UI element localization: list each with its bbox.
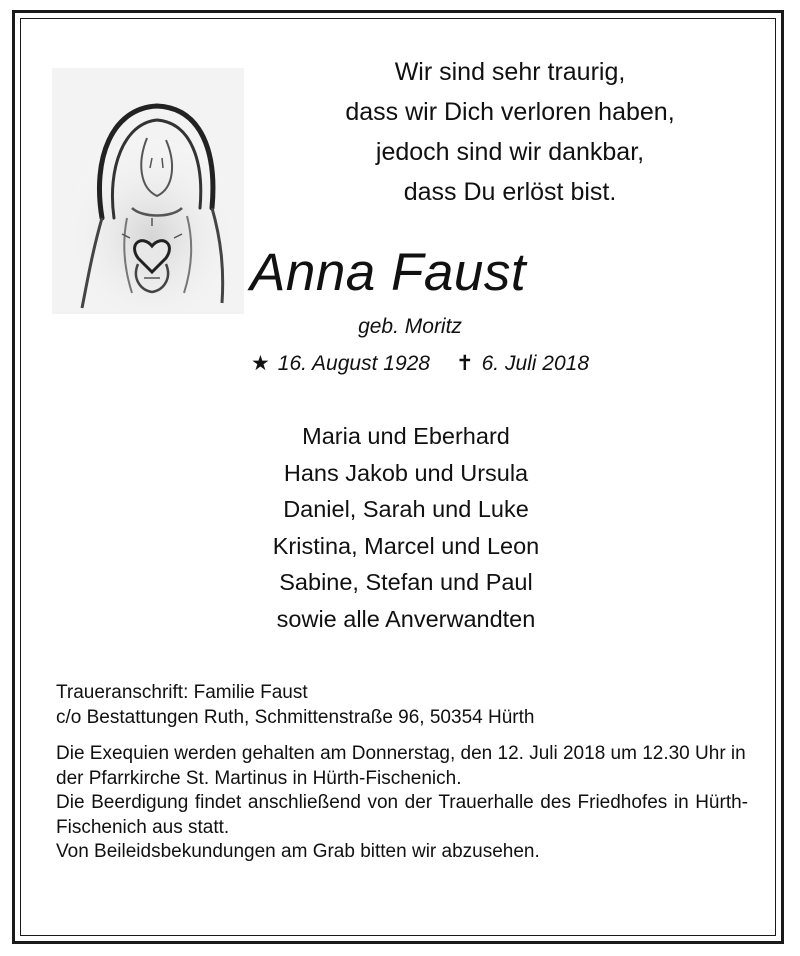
mourner-line: Kristina, Marcel und Leon	[272, 532, 540, 559]
birth-date: 16. August 1928	[277, 352, 430, 375]
death-date: 6. Juli 2018	[481, 352, 590, 375]
condolence-text: Von Beileidsbekundungen am Grab bitten wir abzusehen.	[56, 841, 540, 862]
funeral-info	[56, 742, 748, 865]
motto-line: dass wir Dich verloren haben,	[345, 98, 675, 126]
life-dates	[200, 350, 640, 378]
cross-icon: ✝	[455, 352, 474, 375]
star-icon: ★	[250, 352, 270, 375]
madonna-sacred-heart-icon	[52, 68, 244, 314]
burial-text: Die Beerdigung findet anschließend von der Trauerhalle des Friedhofes in Hürth-Fischenich aus statt.	[56, 792, 748, 838]
mourner-line: sowie alle Anverwandten	[276, 605, 536, 632]
motto-line: Wir sind sehr traurig,	[394, 58, 626, 86]
mourner-line: Daniel, Sarah und Luke	[283, 496, 529, 522]
motto-line: jedoch sind wir dankbar,	[375, 138, 645, 166]
mourners-list	[206, 418, 606, 637]
address-line: c/o Bestattungen Ruth, Schmittenstraße 96, 50354 Hürth	[56, 707, 535, 728]
motto-verse	[300, 52, 720, 212]
address-line: Traueranschrift: Familie Faust	[56, 682, 308, 703]
deceased-name: Anna Faust	[250, 243, 527, 302]
exequien-text: Die Exequien werden gehalten am Donnerstag, den 12. Juli 2018 um 12.30 Uhr in der Pfarrkirche St. Martinus in Hürth-Fischenich.	[56, 743, 746, 789]
mourner-line: Hans Jakob und Ursula	[283, 459, 529, 486]
mourner-line: Sabine, Stefan und Paul	[279, 569, 533, 595]
mourning-address	[56, 680, 756, 730]
birth-name: geb. Moritz	[358, 315, 462, 338]
motto-line: dass Du erlöst bist.	[403, 178, 617, 206]
mourner-line: Maria und Eberhard	[302, 423, 510, 449]
